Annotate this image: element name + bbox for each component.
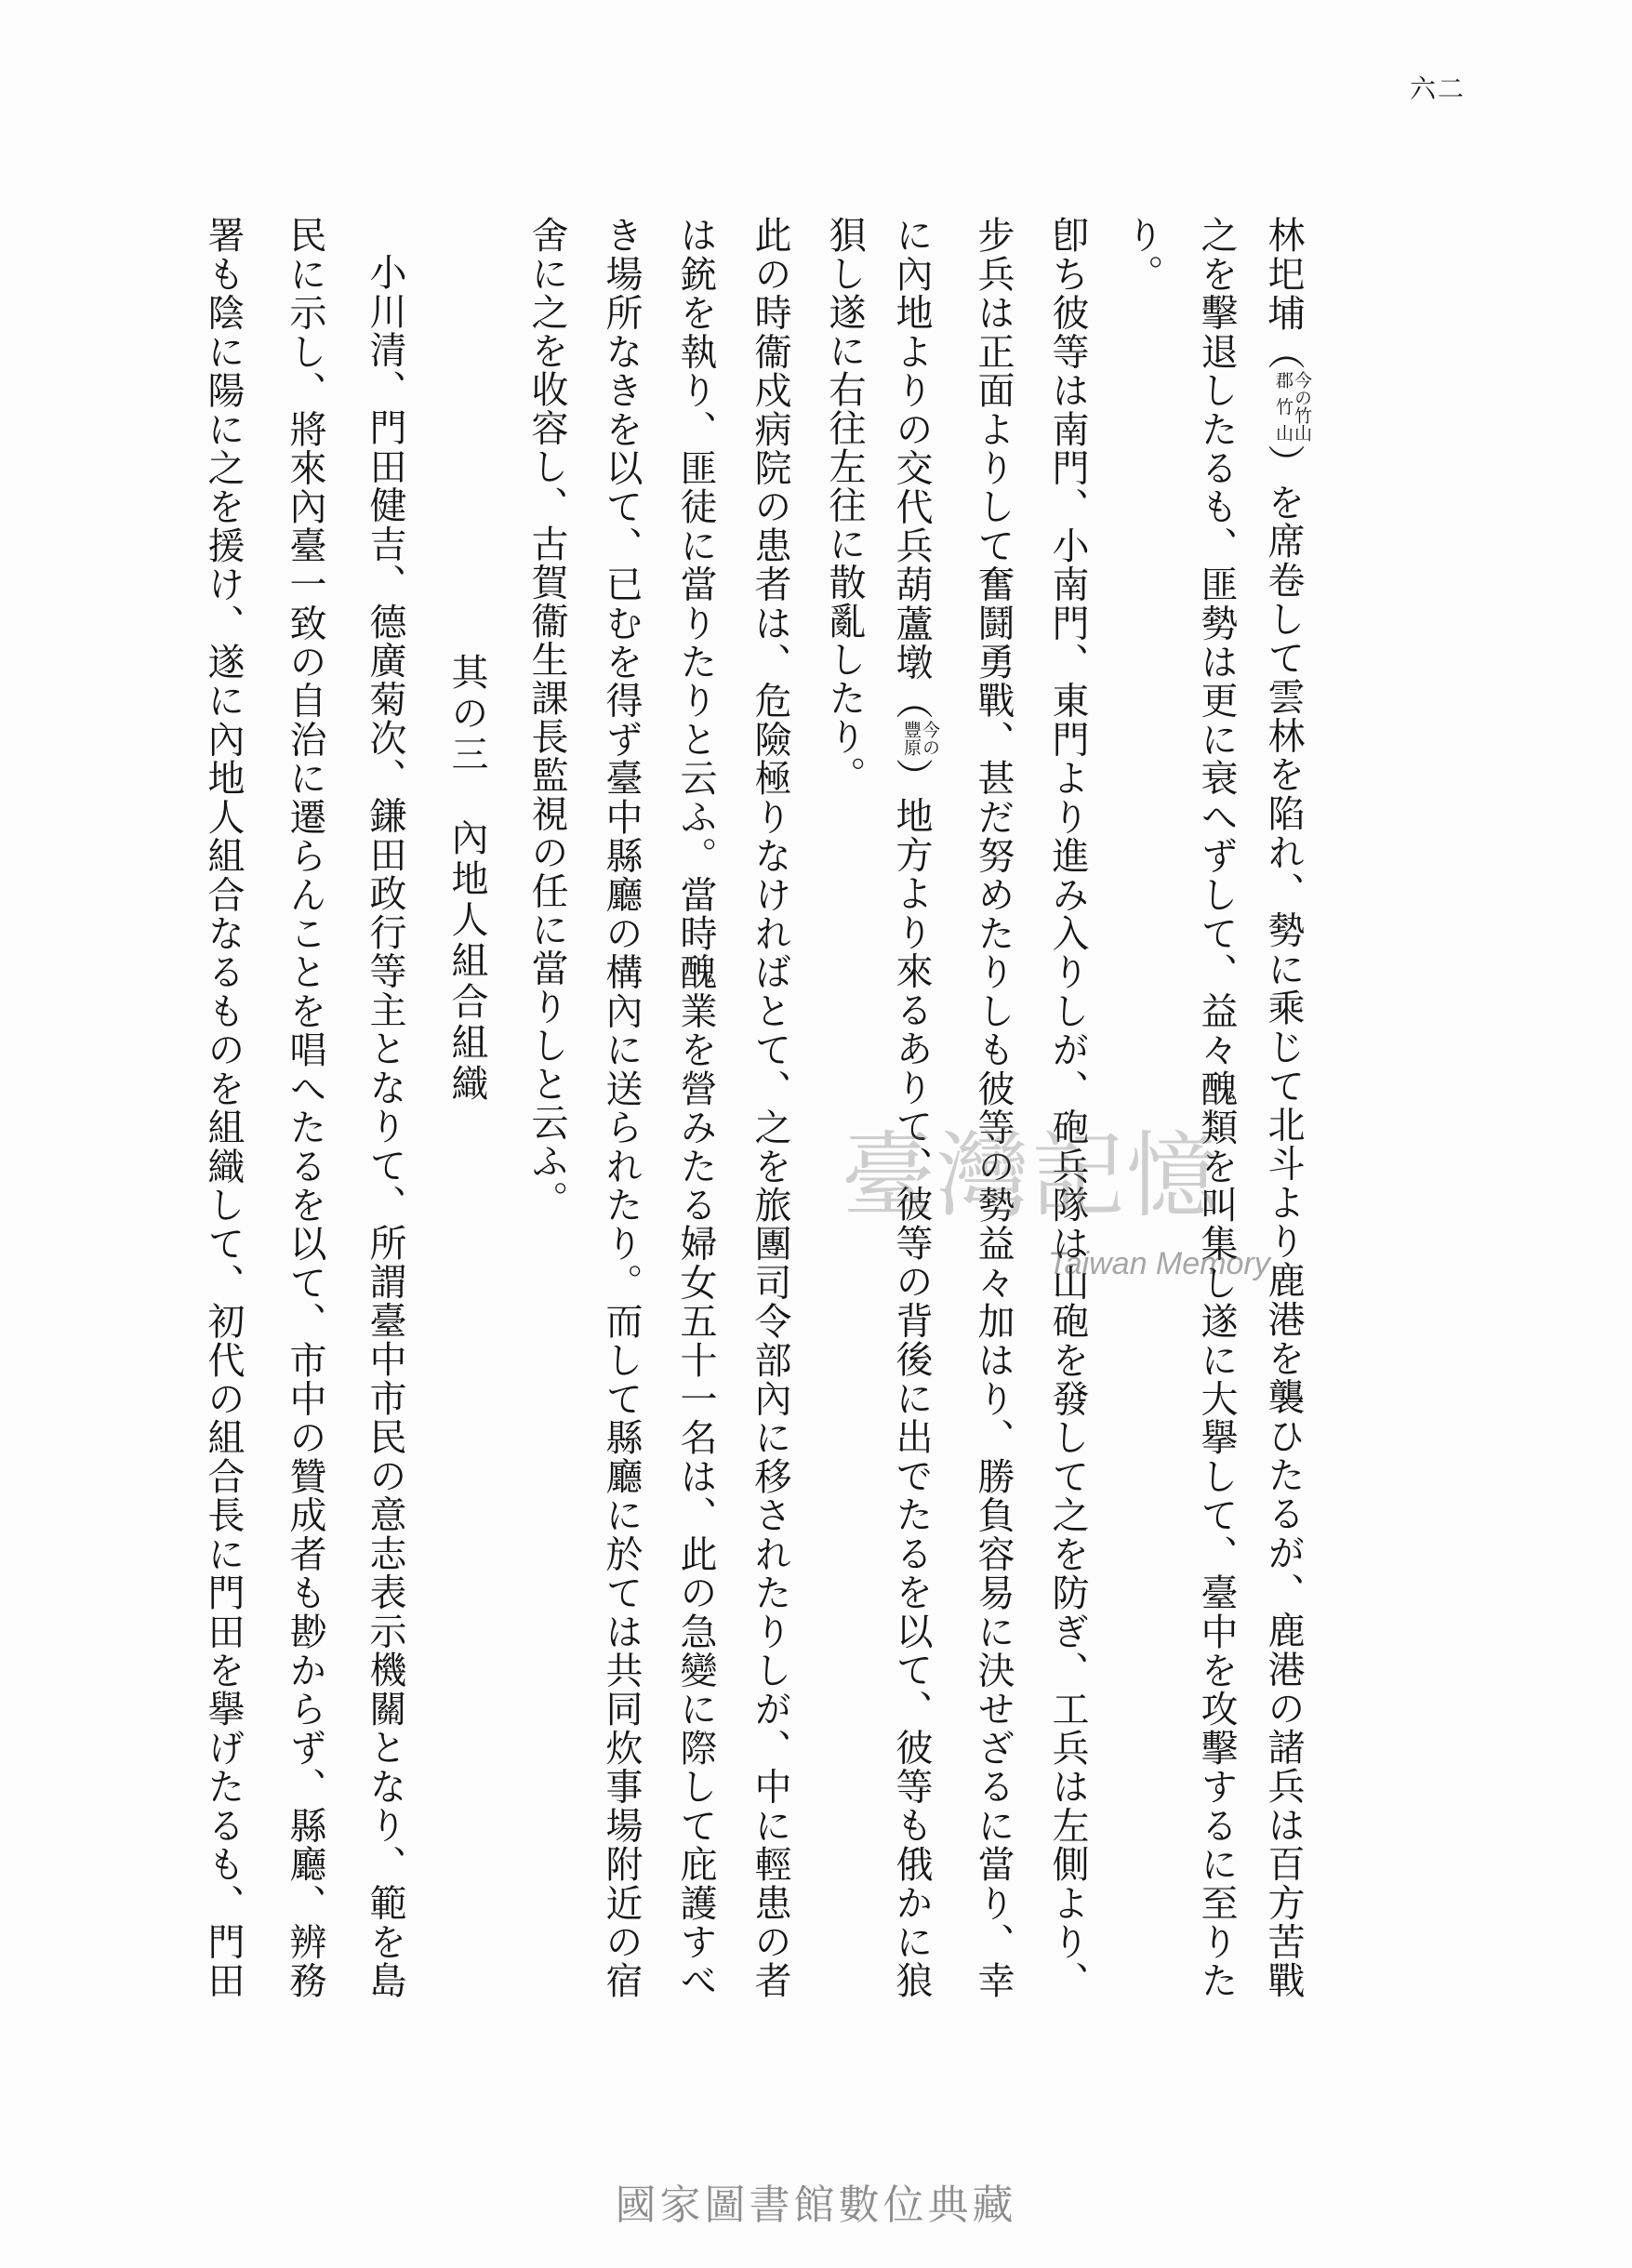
- text-column-4: 卽ち彼等は南門、小南門、東門より進み入りしが、砲兵隊は山砲を發して之を防ぎ、工兵は左側より、: [1046, 216, 1089, 1998]
- text-column-12: 小川清、門田健吉、德廣菊次、鎌田政行等主となりて、所謂臺中市民の意志表示機關となり、範を島: [364, 253, 406, 1998]
- column-text: 林圯埔（: [1262, 216, 1305, 372]
- annotation-left: 豐原: [901, 720, 922, 756]
- text-column-6: [890, 216, 940, 1999]
- section-number: 其の三: [445, 653, 488, 776]
- inline-annotation: [1274, 371, 1311, 442]
- page-number: 六二: [1410, 73, 1466, 104]
- annotation-right: 今の: [920, 720, 940, 756]
- text-column-2: 之を擊退したるも、匪勢は更に衰へずして、益々醜類を叫集し遂に大擧して、臺中を攻擊するに至りた: [1195, 216, 1238, 1998]
- text-column-13: 民に示し、將來內臺一致の自治に遷らんことを唱へたるを以て、市中の贊成者も尠からず、縣廳、辨務: [284, 216, 326, 1998]
- text-column-8: 此の時衞戍病院の患者は、危險極りなければとて、之を旅團司令部內に移されたりしが、中に輕患の者: [749, 216, 791, 1998]
- text-column-10: き場所なきを以て、已むを得ず臺中縣廳の構內に送られたり。而して縣廳に於ては共同炊事場附近の宿: [600, 216, 643, 1998]
- text-column-7: 狽し遂に右往左往に散亂したり。: [823, 216, 866, 795]
- text-column-1: [1262, 216, 1312, 1999]
- inline-annotation: [902, 721, 939, 756]
- watermark-subtitle: Taiwan Memory: [1048, 1246, 1270, 1281]
- column-text: ）地方より來るありて、彼等の背後に出でたるを以て、彼等も俄かに狼: [890, 755, 933, 1999]
- section-heading: [446, 653, 487, 1105]
- annotation-left: 郡竹山: [1273, 371, 1294, 443]
- column-text: に內地よりの交代兵葫蘆墩（: [890, 216, 933, 721]
- column-text: ）を席卷して雲林を陷れ、勢に乘じて北斗より鹿港を襲ひたるが、鹿港の諸兵は百方苦戰: [1262, 442, 1305, 1999]
- footer-credit: 國家圖書館數位典藏: [615, 2182, 1017, 2229]
- text-column-3: り。: [1121, 216, 1163, 293]
- section-title: 內地人組合組織: [445, 818, 488, 1105]
- text-column-5: 步兵は正面よりして奮鬪勇戰、甚だ努めたりしも彼等の勢益々加はり、勝負容易に決せざるに當り、幸: [972, 216, 1015, 1998]
- watermark-title: 臺灣記憶: [842, 1121, 1221, 1230]
- text-column-11: 舍に之を收容し、古賀衞生課長監視の任に當りしと云ふ。: [525, 216, 568, 1219]
- text-column-14: 署も陰に陽に之を援け、遂に內地人組合なるものを組織して、初代の組合長に門田を擧げたるも、門田: [202, 216, 245, 1998]
- text-column-9: は銃を執り、匪徒に當りたりと云ふ。當時醜業を營みたる婦女五十一名は、此の急變に際して庇護すべ: [674, 216, 717, 1998]
- annotation-right: 今の竹山: [1292, 371, 1312, 443]
